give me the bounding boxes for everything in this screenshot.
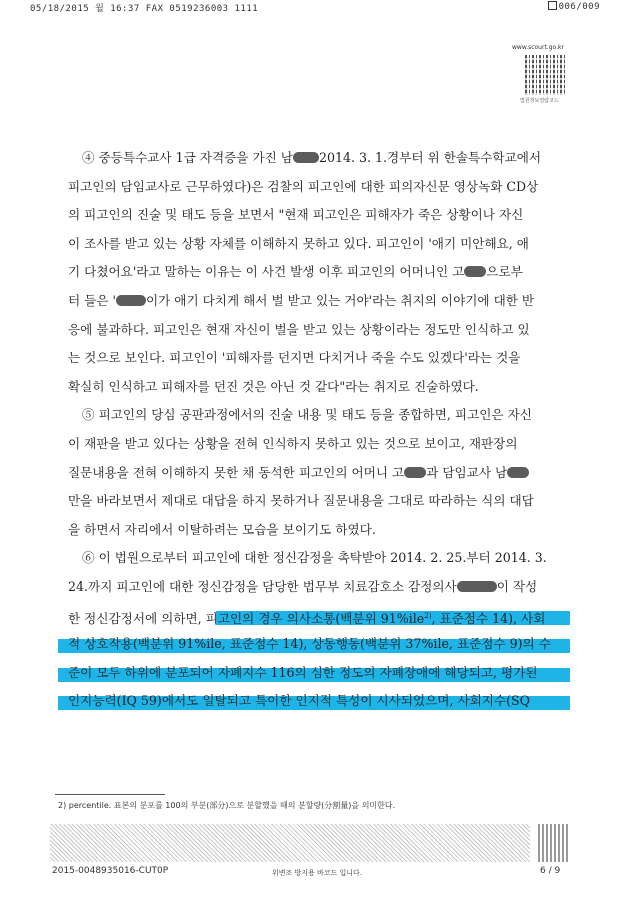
barcode-icon	[50, 824, 530, 862]
text-line: 적 상호작용(백분위 91%ile, 표준점수 14), 상동행동(백분위 37%ile, 표준점수 9)의 수	[68, 630, 566, 659]
qr-code-icon	[525, 55, 565, 95]
text-line: 확실히 인식하고 피해자를 던진 것은 아닌 것 같다"라는 취지로 진술하였다.	[68, 378, 479, 394]
fax-header-right: 006/009	[548, 1, 600, 12]
stamp-url: www.scourt.go.kr	[512, 44, 564, 51]
document-body	[68, 144, 566, 716]
footnote: 2) percentile. 표본의 분포를 100의 부분(部分)으로 분할했을 때의 분할량(分割量)을 의미한다.	[58, 801, 396, 810]
text-line: 피고인의 담임교사로 근무하였다)은 검찰의 피고인에 대한 피의자신문 영상녹화 CD상	[68, 178, 539, 194]
fax-header	[0, 0, 640, 14]
text-line: 터 들은 ' 이가 애기 다치게 해서 벌 받고 있는 거야'라는 취지의 이야기에 대한 반	[68, 292, 535, 308]
text-line: 24.까지 피고인에 대한 정신감정을 담당한 법무부 치료감호소 감정의사 이 작성	[68, 578, 538, 594]
text-line: 이 재판을 받고 있다는 상황을 전혀 인식하지 못하고 있는 것으로 보이고, 재판장의	[68, 435, 518, 451]
text-line: 준이 모두 하위에 분포되어 자폐지수 116의 심한 정도의 자폐장애에 해당되고, 평가된	[68, 659, 566, 688]
text-line: 응에 불과하다. 피고인은 현재 자신이 벌을 받고 있는 상황이라는 정도만 인식하고 있	[68, 321, 530, 337]
text-line: 기 다쳤어요'라고 말하는 이유는 이 사건 발생 이후 피고인의 어머니인 고 으로부	[68, 264, 523, 280]
barcode-side-icon	[538, 824, 570, 862]
page-number: 6 / 9	[540, 866, 561, 876]
text-line: 는 것으로 보인다. 피고인이 '피해자를 던지면 다치거나 죽을 수도 있겠다'라는 것을	[68, 350, 521, 366]
text-line: 을 하면서 자리에서 이탈하려는 모습을 보이기도 하였다.	[68, 521, 376, 537]
text-line: ⑥ 이 법원으로부터 피고인에 대한 정신감정을 촉탁받아 2014. 2. 25.부터 2014. 3.	[82, 550, 547, 566]
text-line: 의 피고인의 진술 및 태도 등을 보면서 "현재 피고인은 피해자가 죽은 상황이나 자신	[68, 207, 524, 223]
text-line: 이 조사를 받고 있는 상황 자체를 이해하지 못하고 있다. 피고인이 '애기 미안해요, 애	[68, 235, 529, 251]
document-code: 2015-0048935016-CUT0P	[52, 866, 169, 876]
text-line: 인지능력(IQ 59)에서도 일탈되고 특이한 인지적 특성이 시사되었으며, 사회지수(SQ	[68, 687, 566, 716]
text-line: 만을 바라보면서 제대로 대답을 하지 못하거나 질문내용을 그대로 따라하는 식의 대답	[68, 493, 534, 509]
fax-header-left: 05/18/2015 월 16:37 FAX 0519236003 1111	[30, 4, 259, 14]
text-line: 질문내용을 전혀 이해하지 못한 채 동석한 피고인의 어머니 고 과 담임교사 남	[68, 459, 566, 488]
footnote-rule	[55, 794, 165, 795]
stamp-caption: 법원정보열람코드	[520, 98, 559, 104]
text-line: ④ 중등특수교사 1급 자격증을 가진 남 2014. 3. 1.경부터 위 한솔특수학교에서	[82, 150, 542, 165]
text-line: ⑤ 피고인의 당심 공판과정에서의 진술 내용 및 태도 등을 종합하면, 피고인은 자신	[82, 407, 532, 423]
barcode-note: 위변조 방지용 바코드 입니다.	[272, 869, 363, 877]
page-box-icon	[548, 1, 557, 10]
text-line: 한 정신감정서에 의하면, 피고인의 경우 의사소통(백분위 91%ile$^{2)}$, 표준점수 14), 사회	[68, 602, 566, 631]
